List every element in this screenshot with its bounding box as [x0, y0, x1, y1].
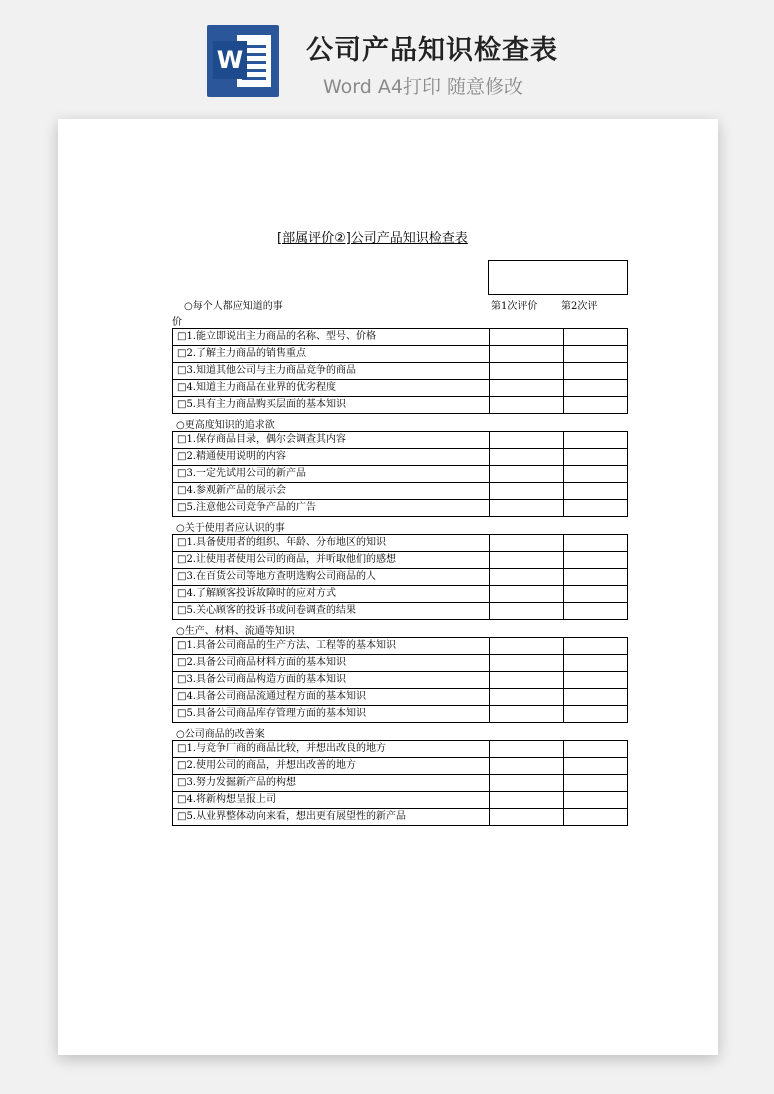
section-title: ○生产、材料、流通等知识: [176, 626, 295, 637]
checklist-item: □3.具备公司商品构造方面的基本知识: [173, 672, 490, 689]
second-evaluation-cell[interactable]: [564, 741, 628, 758]
first-evaluation-cell[interactable]: [490, 586, 564, 603]
word-letter: W: [213, 41, 247, 79]
table-row: [173, 397, 628, 414]
first-evaluation-cell[interactable]: [490, 380, 564, 397]
first-evaluation-cell[interactable]: [490, 500, 564, 517]
section-title: ○关于使用者应认识的事: [176, 523, 285, 534]
checklist-item: □3.一定先试用公司的新产品: [173, 466, 490, 483]
table-row: [173, 449, 628, 466]
first-evaluation-cell[interactable]: [490, 569, 564, 586]
table-row: [173, 483, 628, 500]
second-evaluation-cell[interactable]: [564, 363, 628, 380]
second-evaluation-cell[interactable]: [564, 466, 628, 483]
first-evaluation-cell[interactable]: [490, 432, 564, 449]
column-header-second-evaluation: 第2次评: [561, 301, 598, 312]
banner-title: 公司产品知识检查表: [306, 35, 558, 66]
table-row: [173, 346, 628, 363]
first-evaluation-cell[interactable]: [490, 672, 564, 689]
table-row: [173, 792, 628, 809]
checklist-item: □5.具备公司商品库存管理方面的基本知识: [173, 706, 490, 723]
checklist-item: □2.让使用者使用公司的商品，并听取他们的感想: [173, 552, 490, 569]
banner-subtitle: Word A4打印 随意修改: [323, 76, 524, 98]
word-document-icon: [207, 25, 279, 97]
checklist-item: □2.了解主力商品的销售重点: [173, 346, 490, 363]
second-evaluation-cell[interactable]: [564, 397, 628, 414]
table-row: [173, 603, 628, 620]
table-row: [173, 775, 628, 792]
second-evaluation-cell[interactable]: [564, 569, 628, 586]
checklist-item: □5.关心顾客的投诉书或问卷调查的结果: [173, 603, 490, 620]
first-evaluation-cell[interactable]: [490, 706, 564, 723]
first-evaluation-cell[interactable]: [490, 638, 564, 655]
checklist-item: □4.知道主力商品在业界的优劣程度: [173, 380, 490, 397]
checklist-table: [172, 534, 628, 620]
second-evaluation-cell[interactable]: [564, 500, 628, 517]
checklist-item: □1.与竞争厂商的商品比较，并想出改良的地方: [173, 741, 490, 758]
table-row: [173, 741, 628, 758]
first-evaluation-cell[interactable]: [490, 741, 564, 758]
checklist-item: □2.具备公司商品材料方面的基本知识: [173, 655, 490, 672]
column-header-first-evaluation: 第1次评价: [491, 301, 538, 312]
checklist-item: □4.将新构想呈报上司: [173, 792, 490, 809]
checklist-item: □1.保存商品目录，偶尔会调查其内容: [173, 432, 490, 449]
first-evaluation-cell[interactable]: [490, 449, 564, 466]
table-row: [173, 552, 628, 569]
checklist-item: □4.参观新产品的展示会: [173, 483, 490, 500]
table-row: [173, 638, 628, 655]
checklist-table: [172, 740, 628, 826]
checklist-item: □4.具备公司商品流通过程方面的基本知识: [173, 689, 490, 706]
first-evaluation-cell[interactable]: [490, 758, 564, 775]
checklist-item: □4.了解顾客投诉故障时的应对方式: [173, 586, 490, 603]
first-evaluation-cell[interactable]: [490, 466, 564, 483]
first-evaluation-cell[interactable]: [490, 535, 564, 552]
checklist-item: □5.注意他公司竞争产品的广告: [173, 500, 490, 517]
table-row: [173, 655, 628, 672]
checklist-table: [172, 431, 628, 517]
second-evaluation-cell[interactable]: [564, 449, 628, 466]
table-row: [173, 380, 628, 397]
checklist-item: □3.努力发掘新产品的构想: [173, 775, 490, 792]
table-row: [173, 569, 628, 586]
second-evaluation-cell[interactable]: [564, 483, 628, 500]
checklist-item: □3.在百货公司等地方查明选购公司商品的人: [173, 569, 490, 586]
second-evaluation-cell[interactable]: [564, 792, 628, 809]
table-row: [173, 500, 628, 517]
second-evaluation-cell[interactable]: [564, 552, 628, 569]
first-evaluation-cell[interactable]: [490, 689, 564, 706]
first-evaluation-cell[interactable]: [490, 346, 564, 363]
table-row: [173, 672, 628, 689]
checklist-item: □2.使用公司的商品，并想出改善的地方: [173, 758, 490, 775]
first-evaluation-cell[interactable]: [490, 792, 564, 809]
checklist-item: □1.具备使用者的组织、年龄、分布地区的知识: [173, 535, 490, 552]
header-banner: [0, 0, 774, 110]
first-evaluation-cell[interactable]: [490, 552, 564, 569]
second-evaluation-cell[interactable]: [564, 672, 628, 689]
section-title: ○公司商品的改善案: [176, 729, 265, 740]
second-evaluation-cell[interactable]: [564, 809, 628, 826]
table-row: [173, 586, 628, 603]
score-box[interactable]: [488, 260, 628, 295]
second-evaluation-cell[interactable]: [564, 689, 628, 706]
second-evaluation-cell[interactable]: [564, 655, 628, 672]
first-evaluation-cell[interactable]: [490, 809, 564, 826]
first-evaluation-cell[interactable]: [490, 775, 564, 792]
second-evaluation-cell[interactable]: [564, 638, 628, 655]
first-evaluation-cell[interactable]: [490, 329, 564, 346]
second-evaluation-cell[interactable]: [564, 346, 628, 363]
checklist-item: □3.知道其他公司与主力商品竞争的商品: [173, 363, 490, 380]
second-evaluation-cell[interactable]: [564, 775, 628, 792]
second-evaluation-cell[interactable]: [564, 535, 628, 552]
table-row: [173, 689, 628, 706]
table-row: [173, 329, 628, 346]
first-evaluation-cell[interactable]: [490, 397, 564, 414]
table-row: [173, 363, 628, 380]
checklist-item: □1.能立即说出主力商品的名称、型号、价格: [173, 329, 490, 346]
second-evaluation-cell[interactable]: [564, 706, 628, 723]
first-evaluation-cell[interactable]: [490, 603, 564, 620]
checklist-table: [172, 637, 628, 723]
checklist-table: [172, 328, 628, 414]
second-evaluation-cell[interactable]: [564, 586, 628, 603]
table-row: [173, 535, 628, 552]
second-evaluation-cell[interactable]: [564, 758, 628, 775]
first-evaluation-cell[interactable]: [490, 483, 564, 500]
checklist-item: □5.从业界整体动向来看，想出更有展望性的新产品: [173, 809, 490, 826]
table-row: [173, 758, 628, 775]
checklist-item: □1.具备公司商品的生产方法、工程等的基本知识: [173, 638, 490, 655]
second-evaluation-cell[interactable]: [564, 329, 628, 346]
checklist-item: □5.具有主力商品购买层面的基本知识: [173, 397, 490, 414]
table-row: [173, 466, 628, 483]
checklist-item: □2.精通使用说明的内容: [173, 449, 490, 466]
second-evaluation-cell[interactable]: [564, 432, 628, 449]
intro-section-continuation: 价: [172, 317, 182, 328]
table-row: [173, 706, 628, 723]
second-evaluation-cell[interactable]: [564, 380, 628, 397]
second-evaluation-cell[interactable]: [564, 603, 628, 620]
first-evaluation-cell[interactable]: [490, 363, 564, 380]
section-title: ○更高度知识的追求欲: [176, 420, 275, 431]
page-title: [部属评价②]公司产品知识检查表: [277, 231, 468, 246]
table-row: [173, 809, 628, 826]
table-row: [173, 432, 628, 449]
intro-section-title: ○每个人都应知道的事: [184, 301, 283, 312]
first-evaluation-cell[interactable]: [490, 655, 564, 672]
